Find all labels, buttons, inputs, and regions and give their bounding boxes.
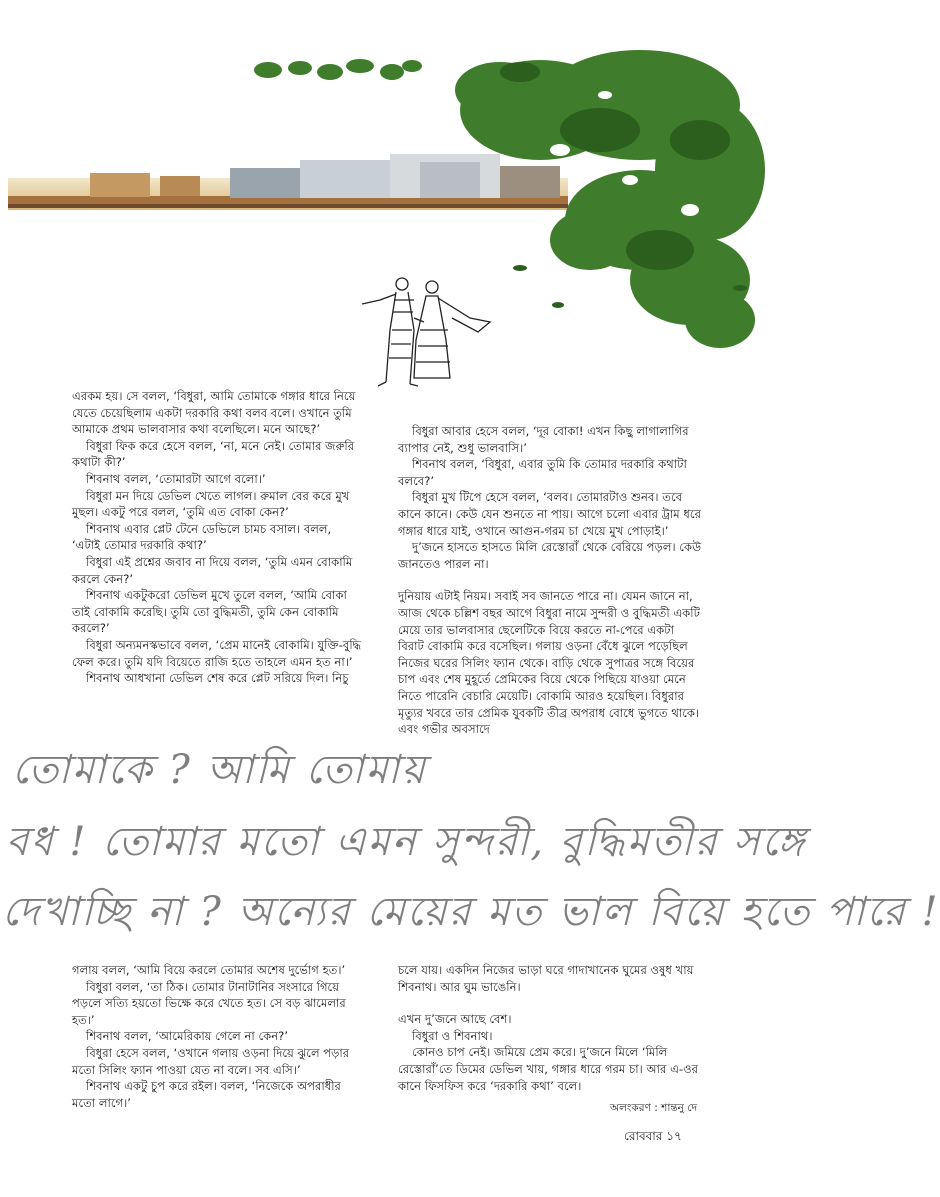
paragraph: শিবনাথ বলল, ‘বিধুরা, এবার তুমি কি তোমার দরকারি কথাটা বলবে?’ (398, 457, 687, 488)
page-number: রোববার ১৭ (624, 1129, 682, 1143)
header-illustration (0, 0, 770, 400)
couple-illustration (362, 278, 490, 386)
story-column-3 (72, 962, 362, 1111)
tree-branch-top (254, 59, 422, 80)
city-skyline-image (8, 154, 568, 210)
handwritten-note-line: বধ ! তোমার মতো এমন সুন্দরী, বুদ্ধিমতীর সঙ্গে (6, 819, 807, 865)
paragraph: দু’জনে হাসতে হাসতে মিলি রেস্তোরাঁ থেকে বেরিয়ে পড়ল। কেউ জানতেও পারল না। (398, 540, 702, 571)
paragraph: বিধুরা মন দিয়ে ডেভিল খেতে লাগল। রুমাল বের করে মুখ মুছল। একটু পরে বলল, ‘তুমি এত বোকা কেন?’ (72, 488, 350, 520)
paragraph: দুনিয়ায় এটাই নিয়ম। সবাই সব জানতে পারে না। যেমন জানে না, আজ থেকে চল্লিশ বছর আগে বিধুরা নামে সুন্দরী ও বুদ্ধিমতী একটি মেয়ে তার ভালবাসার ছেলেটিকে বিয়ে করতে না-পেরে একটা বিরাট বোকামি করে বসেছিল। গলায় ওড়না বেঁধে ঝুলে পড়েছিল নিজের ঘরের সিলিং ফ্যান থেকে। বাড়ি থেকে সুপাত্রর সঙ্গে বিয়ের চাপ এবং শেষ মুহূর্তে প্রেমিকের বিয়ে থেকে পিছিয়ে যাওয়া মেনে নিতে পারেনি বেচারি মেয়েটি। বোকামি আরও হয়েছিল। বিধুরার মৃত্যুর খবরে তার প্রেমিক যুবকটি তীব্র অপরাধ বোধে ভুগতে থাকে। এবং গভীর অবসাদে (398, 589, 700, 737)
paragraph: শিবনাথ একটুকরো ডেভিল মুখে তুলে বলল, ‘আমি বোকা তাই বোকামি করেছি। তুমি তো বুদ্ধিমতী, তুমি কেন বোকামি করলে?’ (72, 588, 347, 636)
paragraph: বিধুরা মুখ টিপে হেসে বলল, ‘বলব। তোমারটাও শুনব। তবে কানে কানে। কেউ যেন শুনতে না পায়। আগে চলো এবার ট্রাম ধরে গঙ্গার ধারে যাই, ওখানে আগুন-গরম চা খেয়ে মুখ পোড়াই।’ (398, 490, 701, 538)
paragraph: শিবনাথ বলল, ‘তোমারটা আগে বলো।’ (86, 471, 266, 486)
paragraph: চলে যায়। একদিন নিজের ভাড়া ঘরে গাদাখানেক ঘুমের ওষুধ খায় শিবনাথ। আর ঘুম ভাঙেনি। (398, 963, 694, 994)
paragraph: বিধুরা এই প্রশ্নের জবাব না দিয়ে বলল, ‘তুমি এমন বোকামি করলে কেন?’ (72, 554, 353, 586)
paragraph: শিবনাথ এবার প্লেট টেনে ডেভিলে চামচ বসাল। বলল, ‘এটাই তোমার দরকারি কথা?’ (72, 521, 332, 553)
paragraph: কোনও চাপ নেই। জমিয়ে প্রেম করে। দু’জনে মিলে ‘মিলি রেস্তোরাঁ’তে ডিমের ডেভিল খায়, গঙ্গার ধারে গরম চা। আর এ-ওর কানে ফিসফিস করে ‘দরকারি কথা’ বলে। (398, 1045, 698, 1093)
paragraph: এরকম হয়। সে বলল, ‘বিধুরা, আমি তোমাকে গঙ্গার ধারে নিয়ে যেতে চেয়েছিলাম একটা দরকারি কথা বলব বলে। ওখানে তুমি আমাকে প্রথম ভালবাসার কথা বলেছিলে। মনে আছে?’ (72, 389, 356, 437)
handwritten-note-line: দেখাচ্ছি না ? অন্যের মেয়ের মত ভাল বিয়ে হতে পারে ! (2, 889, 940, 935)
story-column-1 (72, 388, 362, 687)
paragraph: বিধুরা হেসে বলল, ‘ওখানে গলায় ওড়না দিয়ে ঝুলে পড়ার মতো সিলিং ফ্যান পাওয়া যেত না বলে। সব এসি।’ (72, 1045, 350, 1077)
handwritten-note-line: তোমাকে ? আমি তোমায় (12, 747, 427, 793)
paragraph: শিবনাথ আধখানা ডেভিল শেষ করে প্লেট সরিয়ে দিল। নিচু (86, 671, 349, 686)
paragraph: বিধুরা ফিক করে হেসে বলল, ‘না, মনে নেই। তোমার জরুরি কথাটা কী?’ (72, 438, 355, 470)
story-column-2 (398, 423, 702, 738)
paragraph: এখন দু’জনে আছে বেশ। (398, 1012, 512, 1027)
illustration-credit: অলংকরণ : শান্তনু দে (610, 1102, 697, 1114)
paragraph: শিবনাথ একটু চুপ করে রইল। বলল, ‘নিজেকে অপরাধীর মতো লাগে।’ (72, 1079, 341, 1110)
paragraph: গলায় বলল, ‘আমি বিয়ে করলে তোমার অশেষ দুর্ভোগ হত।’ (72, 963, 346, 977)
paragraph: বিধুরা অন্যমনস্কভাবে বলল, ‘প্রেম মানেই বোকামি। যুক্তি-বুদ্ধি ফেল করে। তুমি যদি বিয়েতে রাজি হতে তাহলে এমন হত না।’ (72, 637, 362, 669)
paragraph: বিধুরা আবার হেসে বলল, ‘দূর বোকা! এখন কিছু লাগালাগির ব্যাপার নেই, শুধু ভালবাসি।’ (398, 424, 689, 455)
paragraph: বিধুরা বলল, ‘তা ঠিক। তোমার টানাটানির সংসারে গিয়ে পড়লে সত্যি হয়তো ভিক্ষে করে খেতে হত। সে বড় ঝামেলার হত।’ (72, 979, 346, 1027)
story-column-4 (398, 962, 702, 1094)
paragraph: শিবনাথ বলল, ‘আমেরিকায় গেলে না কেন?’ (86, 1029, 289, 1044)
paragraph: বিধুরা ও শিবনাথ। (412, 1028, 493, 1043)
